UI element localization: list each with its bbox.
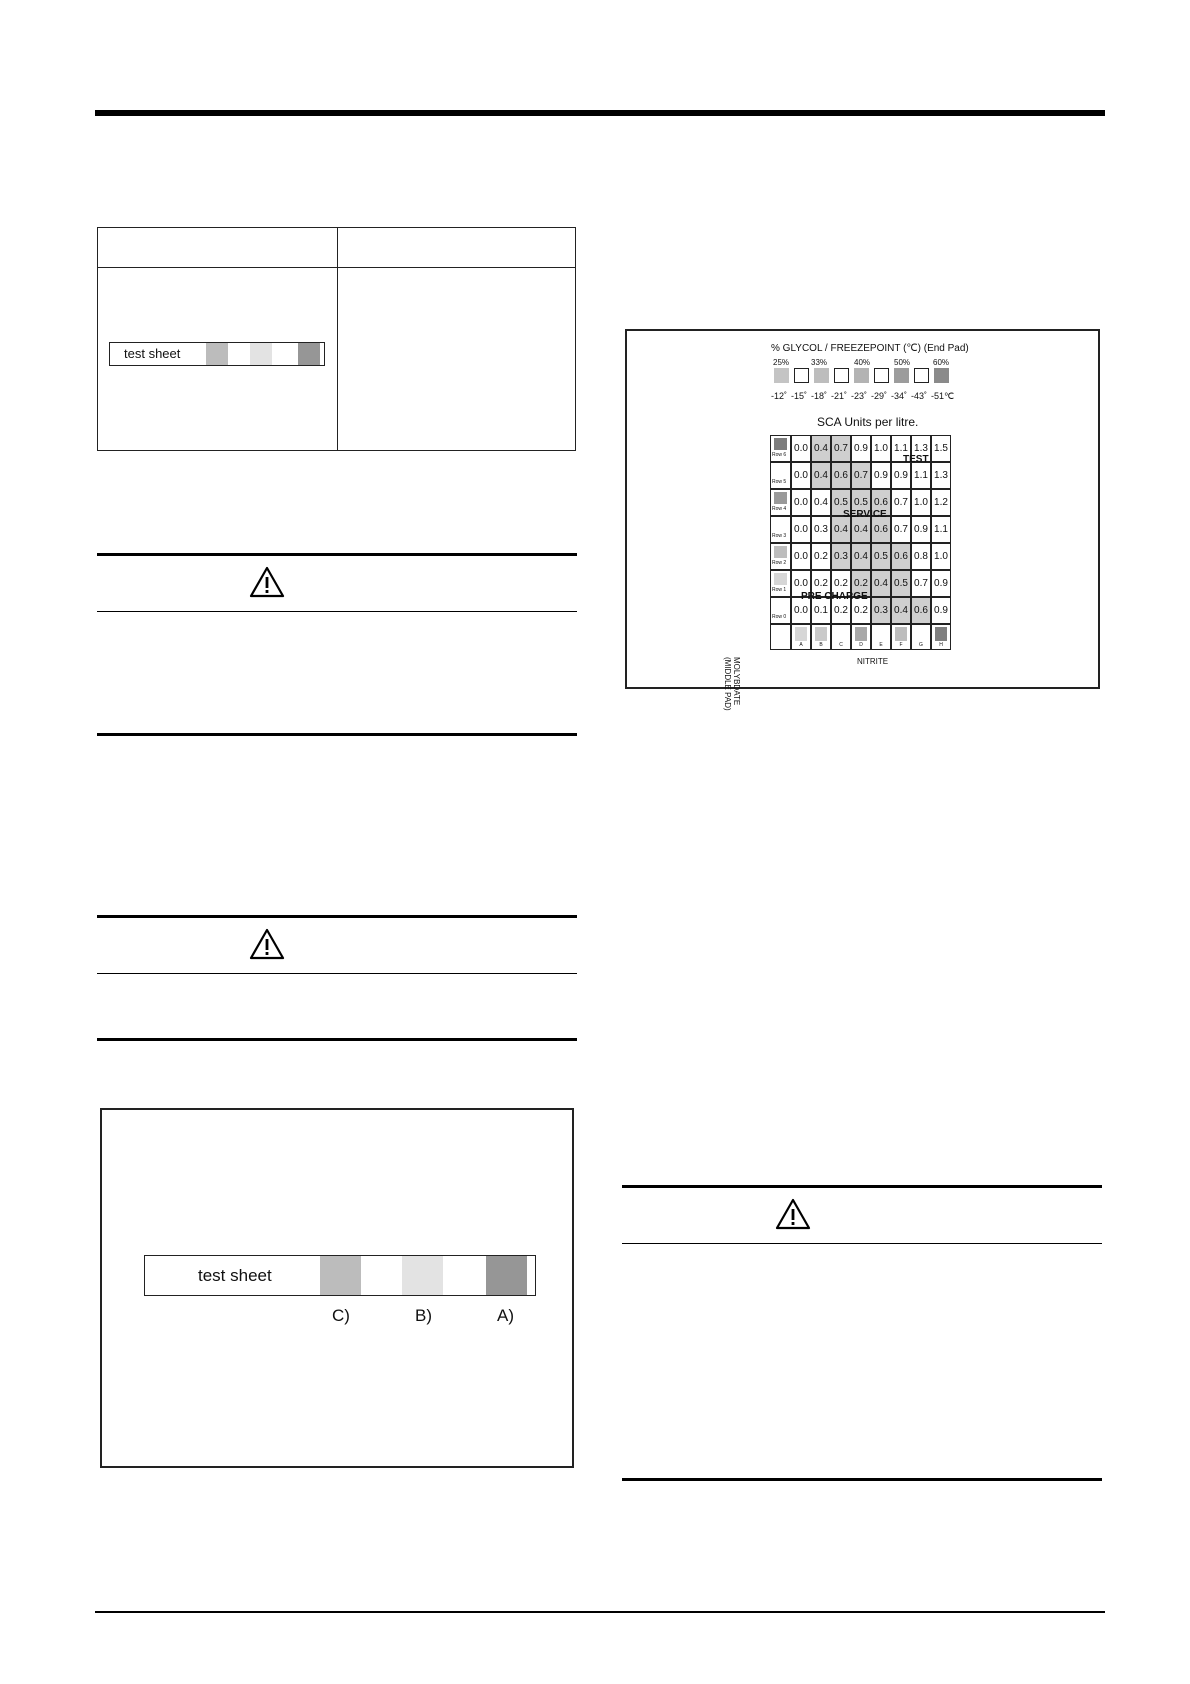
grid-value-cell: 0.7 [891,489,911,516]
nitrite-pad-cell [931,624,951,650]
row-label: Row 4 [772,506,787,512]
row-label: Row 6 [772,452,787,458]
small-table [97,227,576,451]
grid-value-cell: 0.2 [851,570,871,597]
grid-value-cell: 0.6 [911,597,931,624]
grid-value-cell: 1.0 [931,543,951,570]
nitrite-pad [855,627,867,641]
grid-value-cell: 0.4 [811,435,831,462]
large-strip-label: test sheet [198,1266,272,1285]
row-label-cell [770,570,791,597]
grid-value-cell: 0.2 [811,543,831,570]
glycol-percent: 50% [894,358,911,367]
column-letter: A [799,642,803,648]
nitrite-pad-cell [911,624,931,650]
freezepoint-label: -15˚ [791,391,808,401]
glycol-percent: 25% [773,358,790,367]
grid-value-cell: 0.4 [811,489,831,516]
grid-value-cell: 1.1 [911,462,931,489]
grid-value-cell: 0.8 [911,543,931,570]
glycol-pad [854,368,869,383]
grid-value-cell: 0.4 [871,570,891,597]
glycol-percent: 60% [933,358,950,367]
column-letter: E [879,642,883,648]
sca-chart [625,329,1100,711]
column-letter: F [899,642,903,648]
grid-value-cell: 1.1 [931,516,951,543]
small-strip-pad-c [206,343,228,365]
large-strip-pad-c [320,1256,361,1295]
grid-value-cell: 0.7 [891,516,911,543]
nitrite-pad-cell [831,624,851,650]
grid-value-cell: 0.6 [871,516,891,543]
warning1-mid-rule [97,611,577,612]
warning2-bottom-rule [97,1038,577,1041]
grid-value-cell: 0.3 [871,597,891,624]
row-swatch [774,492,787,504]
grid-value-cell: 0.4 [831,516,851,543]
grid-value-cell: 0.1 [811,597,831,624]
warning2-mid-rule [97,973,577,974]
nitrite-pad [815,627,827,641]
nitrite-pad [795,627,807,641]
zone-label-service: SERVICE [843,509,887,520]
column-letter: B [819,642,823,648]
grid-value-cell: 1.0 [911,489,931,516]
glycol-pad [894,368,909,383]
row-label: Row 1 [772,587,787,593]
grid-value-cell: 0.0 [791,570,811,597]
row-label: Row 2 [772,560,787,566]
column-letter: H [939,642,943,648]
grid-value-cell: 0.2 [811,570,831,597]
pad-label-c: C) [332,1306,350,1325]
freezepoint-label: -29˚ [871,391,888,401]
grid-value-cell: 0.4 [811,462,831,489]
grid-value-cell: 0.0 [791,597,811,624]
grid-value-cell: 1.1 [891,435,911,462]
nitrite-pad-cell [871,624,891,650]
large-strip-pad-b [402,1256,443,1295]
grid-value-cell: 1.2 [931,489,951,516]
row-label-cell [770,489,791,516]
freezepoint-label: -51℃ [931,391,955,401]
grid-value-cell: 0.0 [791,543,811,570]
large-test-strip [144,1255,536,1296]
glycol-pad [934,368,949,383]
column-letter: D [859,642,863,648]
small-test-strip [109,342,325,366]
freezepoint-label: -21˚ [831,391,848,401]
glycol-pad [814,368,829,383]
small-table-col-divider [337,228,338,450]
grid-value-cell: 1.3 [931,462,951,489]
grid-value-cell: 0.4 [891,597,911,624]
small-strip-pad-a [298,343,320,365]
grid-value-cell: 0.2 [831,570,851,597]
grid-value-cell: 0.9 [871,462,891,489]
nitrite-label: NITRITE [857,657,889,666]
zone-label-test: TEST [903,454,929,465]
glycol-pad [774,368,789,383]
grid-value-cell: 0.5 [851,489,871,516]
row-label: Row 5 [772,479,787,485]
grid-value-cell: 0.6 [831,462,851,489]
grid-value-cell: 0.3 [811,516,831,543]
glycol-pad [914,368,929,383]
nitrite-corner-cell [770,624,791,650]
large-strip-pad-a [486,1256,527,1295]
nitrite-pad [895,627,907,641]
warning1-bottom-rule [97,733,577,736]
row-label-cell [770,516,791,543]
grid-value-cell: 0.7 [851,462,871,489]
row-swatch [774,573,787,585]
glycol-percent: 40% [854,358,871,367]
nitrite-pad-cell [851,624,871,650]
grid-value-cell: 0.0 [791,516,811,543]
row-swatch [774,546,787,558]
grid-value-cell: 0.6 [871,489,891,516]
row-label-cell [770,597,791,624]
grid-value-cell: 0.5 [871,543,891,570]
grid-value-cell: 0.7 [911,570,931,597]
grid-value-cell: 0.9 [891,462,911,489]
small-strip-pad-b [250,343,272,365]
freezepoint-label: -34˚ [891,391,908,401]
pad-label-b: B) [415,1306,432,1325]
glycol-pad [874,368,889,383]
warning3-bottom-rule [622,1478,1102,1481]
warning-icon [249,566,285,598]
grid-value-cell: 1.5 [931,435,951,462]
nitrite-pad [935,627,947,641]
warning3-top-rule [622,1185,1102,1188]
zone-label-precharge: PRE CHARGE [801,591,868,602]
grid-value-cell: 1.3 [911,435,931,462]
row-label-cell [770,543,791,570]
freezepoint-label: -12˚ [771,391,788,401]
freezepoint-label: -43˚ [911,391,928,401]
header-rule [95,110,1105,116]
glycol-pad [834,368,849,383]
glycol-title: % GLYCOL / FREEZEPOINT (℃) (End Pad) [771,343,969,354]
warning-icon [249,928,285,960]
warning2-top-rule [97,915,577,918]
warning3-mid-rule [622,1243,1102,1244]
grid-value-cell: 0.3 [831,543,851,570]
grid-value-cell: 0.2 [831,597,851,624]
small-table-header-divider [98,267,575,268]
molybdate-label: MOLYBDATE (MIDDLE PAD) [723,657,741,711]
grid-value-cell: 0.9 [931,570,951,597]
footer-rule [95,1611,1105,1613]
grid-value-cell: 1.0 [871,435,891,462]
column-letter: G [919,642,923,648]
grid-value-cell: 0.5 [831,489,851,516]
grid-value-cell: 0.5 [891,570,911,597]
nitrite-pad-cell [891,624,911,650]
warning-icon [775,1198,811,1230]
row-swatch [774,438,787,450]
nitrite-pad-cell [791,624,811,650]
grid-value-cell: 0.2 [851,597,871,624]
grid-value-cell: 0.9 [931,597,951,624]
grid-value-cell: 0.9 [911,516,931,543]
glycol-percent: 33% [811,358,828,367]
pad-label-a: A) [497,1306,514,1325]
glycol-pad [794,368,809,383]
grid-value-cell: 0.0 [791,462,811,489]
grid-value-cell: 0.0 [791,435,811,462]
grid-value-cell: 0.6 [891,543,911,570]
freezepoint-label: -18˚ [811,391,828,401]
grid-value-cell: 0.4 [851,516,871,543]
sca-title: SCA Units per litre. [817,415,919,429]
small-strip-label: test sheet [124,346,181,361]
row-label-cell [770,462,791,489]
grid-value-cell: 0.4 [851,543,871,570]
test-sheet-figure [100,1108,574,1468]
column-letter: C [839,642,843,648]
grid-value-cell: 0.7 [831,435,851,462]
nitrite-pad-cell [811,624,831,650]
row-label: Row 0 [772,614,787,620]
grid-value-cell: 0.9 [851,435,871,462]
row-label: Row 3 [772,533,787,539]
freezepoint-label: -23˚ [851,391,868,401]
row-label-cell [770,435,791,462]
warning1-top-rule [97,553,577,556]
grid-value-cell: 0.0 [791,489,811,516]
